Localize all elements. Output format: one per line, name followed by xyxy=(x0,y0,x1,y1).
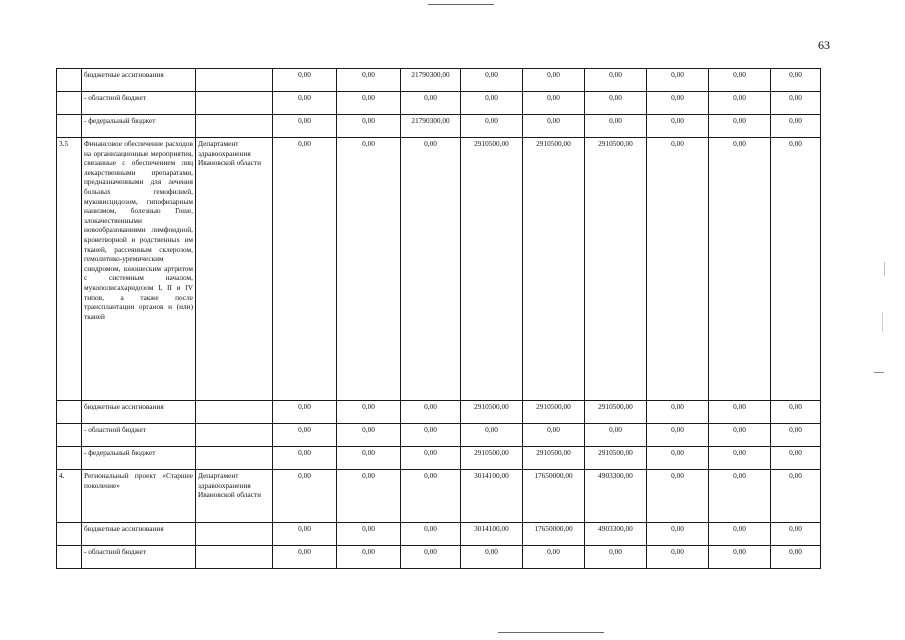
amount-cell: 0,00 xyxy=(771,401,821,424)
row-name-cell: - областной бюджет xyxy=(82,546,196,569)
amount-cell: 0,00 xyxy=(523,546,585,569)
amount-cell: 2910500,00 xyxy=(523,447,585,470)
amount-cell: 0,00 xyxy=(709,69,771,92)
amount-cell: 0,00 xyxy=(273,470,337,523)
row-number-cell xyxy=(57,546,82,569)
amount-cell: 0,00 xyxy=(401,401,461,424)
amount-cell: 0,00 xyxy=(771,92,821,115)
amount-cell: 4903300,00 xyxy=(585,523,647,546)
row-number-cell xyxy=(57,447,82,470)
row-number-cell xyxy=(57,424,82,447)
table-row xyxy=(57,115,821,138)
amount-cell: 0,00 xyxy=(523,92,585,115)
amount-cell: 0,00 xyxy=(771,523,821,546)
amount-cell: 0,00 xyxy=(647,138,709,401)
scan-top-line xyxy=(428,4,494,5)
amount-cell: 0,00 xyxy=(709,401,771,424)
amount-cell: 0,00 xyxy=(461,546,523,569)
amount-cell: 0,00 xyxy=(585,424,647,447)
amount-cell: 0,00 xyxy=(709,115,771,138)
scan-speck xyxy=(882,312,883,332)
amount-cell: 0,00 xyxy=(337,69,401,92)
amount-cell: 21790300,00 xyxy=(401,115,461,138)
amount-cell: 0,00 xyxy=(523,115,585,138)
amount-cell: 0,00 xyxy=(337,546,401,569)
row-name-cell: бюджетные ассигнования xyxy=(82,523,196,546)
amount-cell: 2910500,00 xyxy=(585,401,647,424)
executor-cell xyxy=(196,92,273,115)
scan-speck xyxy=(874,372,884,373)
scan-speck xyxy=(884,262,885,276)
amount-cell: 0,00 xyxy=(771,115,821,138)
amount-cell: 0,00 xyxy=(273,115,337,138)
amount-cell: 0,00 xyxy=(647,546,709,569)
amount-cell: 0,00 xyxy=(461,69,523,92)
amount-cell: 0,00 xyxy=(401,447,461,470)
row-number-cell xyxy=(57,523,82,546)
amount-cell: 0,00 xyxy=(401,546,461,569)
amount-cell: 2910500,00 xyxy=(523,138,585,401)
row-name-cell: бюджетные ассигнования xyxy=(82,401,196,424)
amount-cell: 0,00 xyxy=(647,115,709,138)
amount-cell: 0,00 xyxy=(401,424,461,447)
amount-cell: 0,00 xyxy=(337,470,401,523)
amount-cell: 0,00 xyxy=(273,69,337,92)
executor-cell xyxy=(196,115,273,138)
table-row xyxy=(57,138,821,401)
amount-cell: 0,00 xyxy=(585,69,647,92)
amount-cell: 0,00 xyxy=(709,447,771,470)
row-name-cell: Финансовое обеспечение расходов на организационные мероприятия, связанные с обеспечением лиц лекарственными препаратами, предназначенными для лечения больных гемофилией, муковисцидозом, гипофизарным нанизмом, болезнью Гоше, злокачественными новообразованиями лимфоидной, кроветворной и родственных им тканей, рассеянным склерозом, гемолитико-уремическим синдромом, юношеским артритом с системным началом, мукополисахаридозом I, II и IV типов, а также после трансплантации органов и (или) тканей xyxy=(82,138,196,401)
row-name-cell: - федеральный бюджет xyxy=(82,447,196,470)
executor-cell xyxy=(196,447,273,470)
amount-cell: 3014100,00 xyxy=(461,470,523,523)
amount-cell: 2910500,00 xyxy=(461,401,523,424)
amount-cell: 0,00 xyxy=(771,447,821,470)
amount-cell: 0,00 xyxy=(771,470,821,523)
amount-cell: 2910500,00 xyxy=(585,138,647,401)
amount-cell: 2910500,00 xyxy=(461,447,523,470)
table-row xyxy=(57,546,821,569)
amount-cell: 0,00 xyxy=(273,401,337,424)
amount-cell: 0,00 xyxy=(709,424,771,447)
amount-cell: 0,00 xyxy=(647,424,709,447)
page-number: 63 xyxy=(818,38,830,52)
amount-cell: 0,00 xyxy=(771,424,821,447)
executor-cell: Департамент здравоохранения Ивановской области xyxy=(196,138,273,401)
row-number-cell xyxy=(57,92,82,115)
amount-cell: 2910500,00 xyxy=(461,138,523,401)
table-row xyxy=(57,447,821,470)
amount-cell: 0,00 xyxy=(401,523,461,546)
amount-cell: 2910500,00 xyxy=(523,401,585,424)
amount-cell: 0,00 xyxy=(647,401,709,424)
row-name-cell: - областной бюджет xyxy=(82,424,196,447)
amount-cell: 0,00 xyxy=(273,523,337,546)
amount-cell: 17650000,00 xyxy=(523,523,585,546)
amount-cell: 0,00 xyxy=(647,447,709,470)
amount-cell: 0,00 xyxy=(337,401,401,424)
amount-cell: 0,00 xyxy=(461,92,523,115)
amount-cell: 0,00 xyxy=(401,92,461,115)
row-name-cell: бюджетные ассигнования xyxy=(82,69,196,92)
table-row xyxy=(57,401,821,424)
amount-cell: 0,00 xyxy=(771,69,821,92)
table-row xyxy=(57,424,821,447)
amount-cell: 21790300,00 xyxy=(401,69,461,92)
amount-cell: 0,00 xyxy=(585,546,647,569)
amount-cell: 2910500,00 xyxy=(585,447,647,470)
amount-cell: 0,00 xyxy=(647,523,709,546)
amount-cell: 0,00 xyxy=(337,523,401,546)
row-number-cell xyxy=(57,69,82,92)
amount-cell: 17650000,00 xyxy=(523,470,585,523)
executor-cell xyxy=(196,69,273,92)
table-row xyxy=(57,92,821,115)
amount-cell: 0,00 xyxy=(585,115,647,138)
amount-cell: 0,00 xyxy=(709,470,771,523)
executor-cell xyxy=(196,401,273,424)
amount-cell: 3014100,00 xyxy=(461,523,523,546)
executor-cell xyxy=(196,523,273,546)
amount-cell: 0,00 xyxy=(709,138,771,401)
executor-cell: Департамент здравоохранения Ивановской области xyxy=(196,470,273,523)
amount-cell: 0,00 xyxy=(273,138,337,401)
amount-cell: 4903300,00 xyxy=(585,470,647,523)
executor-cell xyxy=(196,546,273,569)
amount-cell: 0,00 xyxy=(709,523,771,546)
executor-cell xyxy=(196,424,273,447)
amount-cell: 0,00 xyxy=(771,546,821,569)
amount-cell: 0,00 xyxy=(337,447,401,470)
amount-cell: 0,00 xyxy=(273,424,337,447)
scan-bottom-line xyxy=(498,632,604,633)
table-row xyxy=(57,523,821,546)
amount-cell: 0,00 xyxy=(337,92,401,115)
row-name-cell: Региональный проект «Старшее поколение» xyxy=(82,470,196,523)
amount-cell: 0,00 xyxy=(523,69,585,92)
amount-cell: 0,00 xyxy=(337,424,401,447)
amount-cell: 0,00 xyxy=(461,115,523,138)
amount-cell: 0,00 xyxy=(647,470,709,523)
row-number-cell: 3.5 xyxy=(57,138,82,401)
amount-cell: 0,00 xyxy=(585,92,647,115)
row-number-cell: 4. xyxy=(57,470,82,523)
budget-table xyxy=(56,68,821,569)
row-number-cell xyxy=(57,401,82,424)
amount-cell: 0,00 xyxy=(401,470,461,523)
table-row xyxy=(57,470,821,523)
amount-cell: 0,00 xyxy=(337,138,401,401)
amount-cell: 0,00 xyxy=(709,92,771,115)
row-number-cell xyxy=(57,115,82,138)
table-row xyxy=(57,69,821,92)
amount-cell: 0,00 xyxy=(709,546,771,569)
amount-cell: 0,00 xyxy=(647,92,709,115)
row-name-cell: - областной бюджет xyxy=(82,92,196,115)
amount-cell: 0,00 xyxy=(273,546,337,569)
amount-cell: 0,00 xyxy=(523,424,585,447)
row-name-cell: - федеральный бюджет xyxy=(82,115,196,138)
amount-cell: 0,00 xyxy=(273,92,337,115)
amount-cell: 0,00 xyxy=(401,138,461,401)
amount-cell: 0,00 xyxy=(771,138,821,401)
amount-cell: 0,00 xyxy=(337,115,401,138)
amount-cell: 0,00 xyxy=(273,447,337,470)
amount-cell: 0,00 xyxy=(647,69,709,92)
amount-cell: 0,00 xyxy=(461,424,523,447)
